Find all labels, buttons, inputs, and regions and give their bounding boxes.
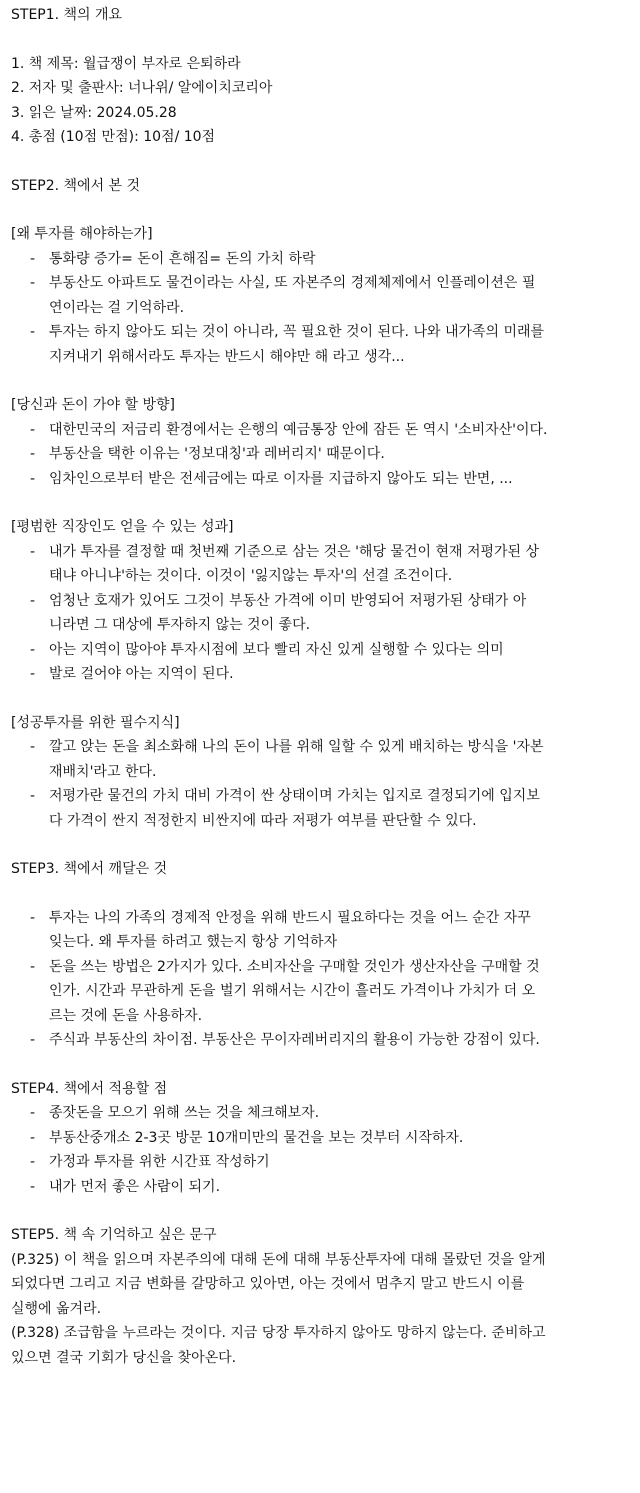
list-item (11, 1101, 634, 1126)
bullet-line: - 대한민국의 저금리 환경에서는 은행의 예금통장 안에 잠든 돈 역시 '소비자산'이다. (49, 421, 548, 438)
step4-bullets (11, 1101, 634, 1199)
list-item (11, 247, 634, 272)
list-item (11, 589, 634, 638)
step2-section-title: [당신과 돈이 가야 할 방향] (11, 397, 175, 413)
quote-line: 실행에 옮겨라. (11, 1300, 102, 1317)
list-item (11, 1175, 634, 1200)
bullet-line: - 발로 걸어야 아는 지역이 된다. (49, 666, 234, 682)
list-item (11, 271, 634, 320)
bullet-line: - 엄청난 호재가 있어도 그것이 부동산 가격에 이미 반영되어 저평가된 상태가 아 (49, 592, 527, 609)
bullet-line: - 임차인으로부터 받은 전세금에는 따로 이자를 지급하지 않아도 되는 반면, ... (49, 470, 513, 487)
quote-block (11, 1321, 634, 1370)
bullet-line: - 주식과 부동산의 차이점. 부동산은 무이자레버리지의 활용이 가능한 강점이 있다. (49, 1032, 540, 1048)
bullet-line: - 부동산중개소 2-3곳 방문 10개미만의 물건을 보는 것부터 시작하자. (49, 1129, 464, 1146)
list-item (11, 735, 634, 784)
step2-section-title: [평범한 직장인도 얻을 수 있는 성과] (11, 519, 234, 535)
list-item (11, 906, 634, 955)
bullet-line: - 깔고 앉는 돈을 최소화해 나의 돈이 나를 위해 일할 수 있게 배치하는 방식을 '자본 (49, 739, 544, 755)
list-item (11, 467, 634, 492)
bullet-line: - 투자는 나의 가족의 경제적 안정을 위해 반드시 필요하다는 것을 어느 순간 자꾸 (49, 909, 531, 926)
bullet-line: 연이라는 걸 기억하라. (49, 299, 185, 316)
bullet-line: - 부동산을 택한 이유는 '정보대칭'과 레버리지' 때문이다. (49, 446, 385, 462)
list-item (11, 638, 634, 663)
list-item (11, 1150, 634, 1175)
step1-item-author: 2. 저자 및 출판사: 너나위/ 알에이치코리아 (11, 80, 273, 96)
bullet-line: 인가. 시간과 무관하게 돈을 벌기 위해서는 시간이 흘러도 가격이나 가치가 더 오 (49, 983, 536, 999)
quote-line: 되었다면 그리고 지금 변화를 갈망하고 있아면, 아는 것에서 멈추지 말고 반드시 이를 (11, 1276, 525, 1292)
list-item (11, 320, 634, 369)
bullet-line: 재배치'라고 한다. (49, 763, 157, 780)
step2-section-bullets (11, 247, 634, 370)
bullet-line: - 돈을 쓰는 방법은 2가지가 있다. 소비자산을 구매할 것인가 생산자산을 구매할 것 (49, 958, 540, 975)
quote-line: (P.325) 이 책을 읽으며 자본주의에 대해 돈에 대해 부동산투자에 대해 몰랐던 것을 알게 (11, 1251, 546, 1268)
list-item (11, 1126, 634, 1151)
bullet-line: - 저평가란 물건의 가치 대비 가격이 싼 상태이며 가치는 입지로 결정되기에 입지보 (49, 788, 540, 804)
step2-section-bullets (11, 540, 634, 687)
step5-heading: STEP5. 책 속 기억하고 싶은 문구 (11, 1227, 217, 1243)
step2-section-bullets (11, 418, 634, 492)
bullet-line: 잊는다. 왜 투자를 하려고 했는지 항상 기억하자 (49, 934, 338, 950)
step2-heading: STEP2. 책에서 본 것 (11, 177, 141, 194)
step4-heading: STEP4. 책에서 적용할 점 (11, 1080, 168, 1097)
step1-item-title: 1. 책 제목: 월급쟁이 부자로 은퇴하라 (11, 55, 241, 72)
list-item (11, 418, 634, 443)
bullet-line: - 통화량 증가= 돈이 흔해짐= 돈의 가치 하락 (49, 250, 316, 267)
bullet-line: 다 가격이 싼지 적정한지 비싼지에 따라 저평가 여부를 판단할 수 있다. (49, 812, 477, 829)
bullet-line: - 종잣돈을 모으기 위해 쓰는 것을 체크해보자. (49, 1105, 320, 1121)
bullet-line: - 아는 지역이 많아야 투자시점에 보다 빨리 자신 있게 실행할 수 있다는 의미 (49, 641, 504, 658)
quote-line: 있으면 결국 기회가 당신을 찾아온다. (11, 1349, 237, 1366)
quote-block (11, 1248, 634, 1322)
bullet-line: - 투자는 하지 않아도 되는 것이 아니라, 꼭 필요한 것이 된다. 나와 내가족의 미래를 (49, 324, 545, 340)
bullet-line: 태냐 아니냐'하는 것이다. 이것이 '잃지않는 투자'의 선결 조건이다. (49, 568, 453, 584)
bullet-line: - 가정과 투자를 위한 시간표 작성하기 (49, 1154, 270, 1170)
bullet-line: 지켜내기 위해서라도 투자는 반드시 해야만 해 라고 생각... (49, 348, 405, 365)
step3-bullets (11, 906, 634, 1053)
bullet-line: - 부동산도 아파트도 물건이라는 사실, 또 자본주의 경제체제에서 인플레이션은 필 (49, 275, 536, 291)
list-item (11, 662, 634, 687)
step1-heading: STEP1. 책의 개요 (11, 7, 123, 23)
step2-section-title: [성공투자를 위한 필수지식] (11, 714, 180, 731)
step2-section-bullets (11, 735, 634, 833)
list-item (11, 1028, 634, 1053)
quote-line: (P.328) 조급함을 누르라는 것이다. 지금 당장 투자하지 않아도 망하지 않는다. 준비하고 (11, 1325, 546, 1341)
list-item (11, 955, 634, 1029)
list-item (11, 540, 634, 589)
list-item (11, 784, 634, 833)
step2-section-title: [왜 투자를 해야하는가] (11, 226, 153, 242)
step3-heading: STEP3. 책에서 깨달은 것 (11, 861, 168, 877)
list-item (11, 442, 634, 467)
step1-item-score: 4. 총점 (10점 만점): 10점/ 10점 (11, 129, 216, 145)
bullet-line: 르는 것에 돈을 사용하자. (49, 1007, 203, 1024)
bullet-line: - 내가 먼저 좋은 사람이 되기. (49, 1178, 221, 1195)
bullet-line: 니라면 그 대상에 투자하지 않는 것이 좋다. (49, 617, 311, 633)
bullet-line: - 내가 투자를 결정할 때 첫번째 기준으로 삼는 것은 '해당 물건이 현재 저평가된 상 (49, 543, 540, 560)
step1-item-date: 3. 읽은 날짜: 2024.05.28 (11, 104, 177, 121)
